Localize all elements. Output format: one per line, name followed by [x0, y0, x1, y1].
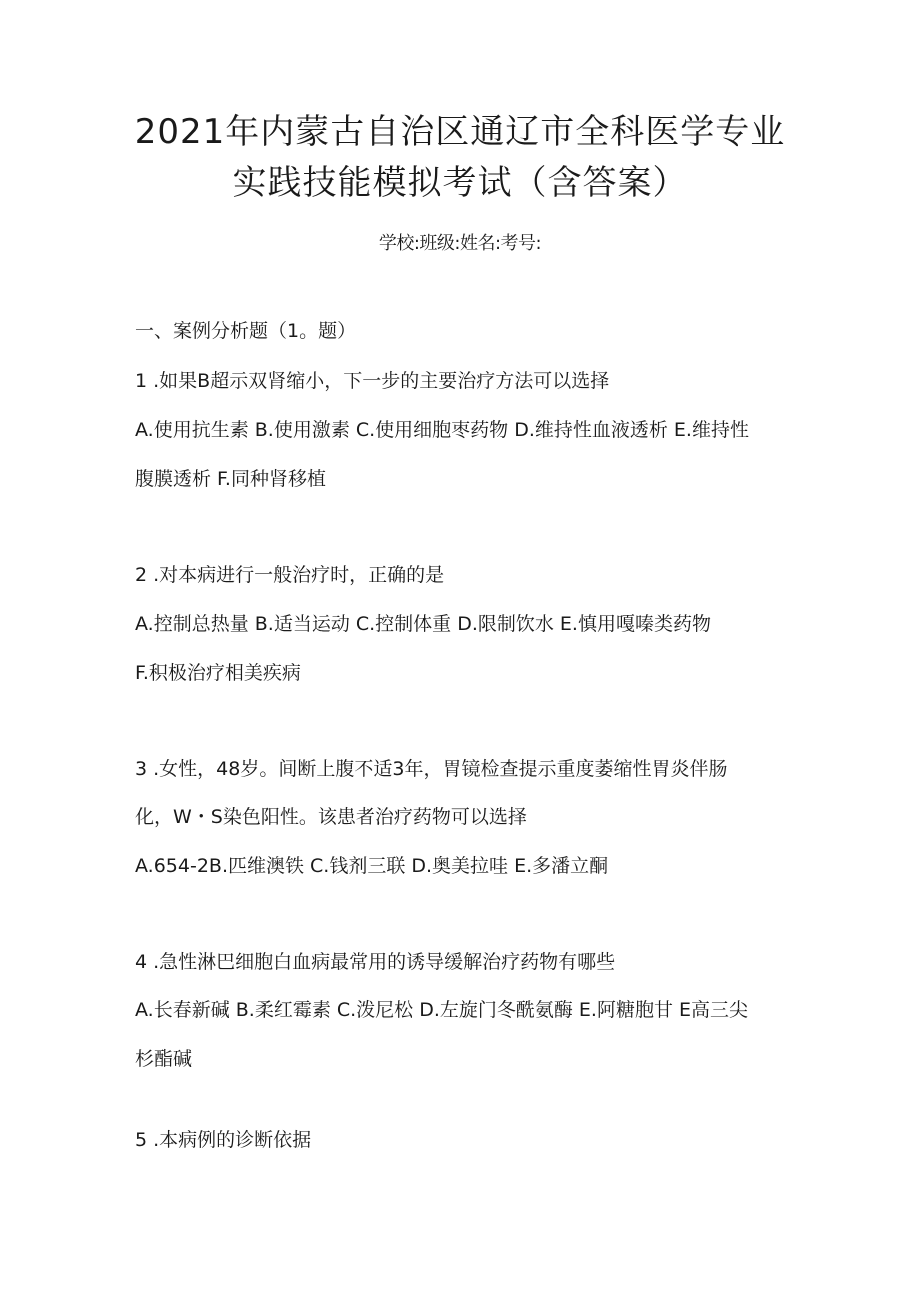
question-2-options-line-1: A.控制总热量 B.适当运动 C.控制体重 D.限制饮水 E.慎用嘎嗪类药物 — [135, 613, 711, 635]
question-1-options-line-1: A.使用抗生素 B.使用激素 C.使用细胞枣药物 D.维持性血液透析 E.维持性 — [135, 419, 749, 441]
question-4-options-line-1: A.长春新碱 B.柔红霉素 C.泼尼松 D.左旋门冬酰氨酶 E.阿糖胞甘 E高三尖 — [135, 999, 749, 1021]
question-text: .急性淋巴细胞白血病最常用的诱导缓解治疗药物有哪些 — [153, 951, 616, 973]
student-info-line: 学校:班级:姓名:考号: — [378, 233, 542, 254]
question-text: .如果B超示双肾缩小，下一步的主要治疗方法可以选择 — [153, 370, 610, 392]
question-1-options-line-2: 腹膜透析 F.同种肾移植 — [135, 468, 326, 490]
question-text: .本病例的诊断依据 — [153, 1129, 312, 1151]
question-3-stem-line-1 — [135, 760, 727, 779]
question-4-options-line-2: 杉酯碱 — [135, 1048, 193, 1070]
question-number: 3 — [135, 758, 148, 780]
document-title-line-2: 实践技能模拟考试（含答案） — [232, 163, 688, 203]
question-3-options-line-1: A.654-2B.匹维澳铁 C.钱剂三联 D.奥美拉哇 E.多潘立酮 — [135, 855, 609, 877]
question-2-options-line-2: F.积极治疗相美疾病 — [135, 662, 301, 684]
question-number: 2 — [135, 564, 148, 586]
question-3-stem-line-2: 化，W・S染色阳性。该患者治疗药物可以选择 — [135, 806, 527, 828]
document-title-line-1: 2021年内蒙古自治区通辽市全科医学专业 — [134, 112, 786, 152]
question-4-stem — [135, 953, 615, 972]
question-1-stem — [135, 372, 609, 391]
question-number: 5 — [135, 1129, 148, 1151]
question-number: 1 — [135, 370, 148, 392]
question-text: .对本病进行一般治疗时，正确的是 — [153, 564, 445, 586]
question-number: 4 — [135, 951, 148, 973]
question-2-stem — [135, 566, 444, 585]
question-5-stem — [135, 1131, 311, 1150]
question-text: .女性，48岁。间断上腹不适3年，胃镜检查提示重度萎缩性胃炎伴肠 — [153, 758, 728, 780]
section-heading: 一、案例分析题（1。题） — [135, 320, 357, 342]
